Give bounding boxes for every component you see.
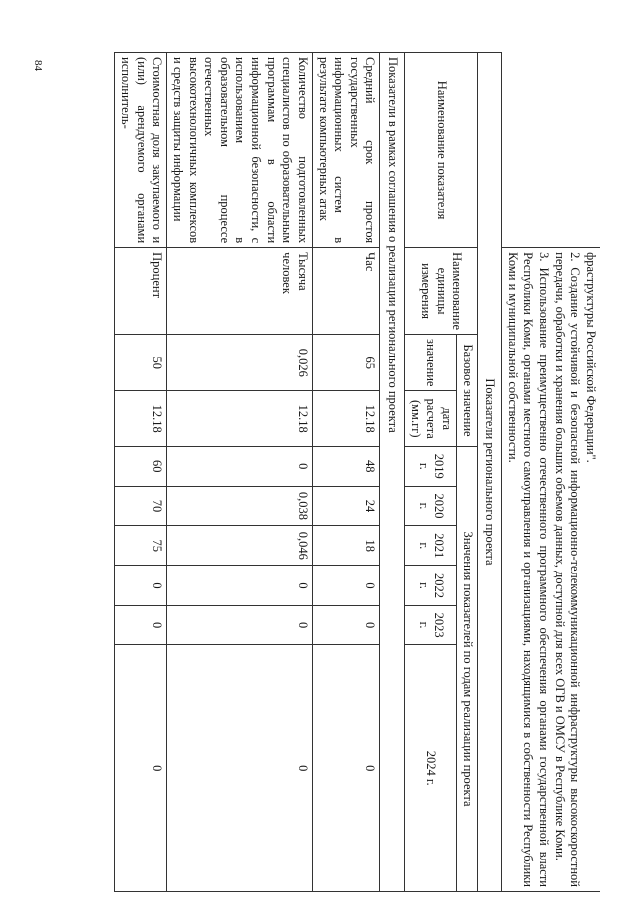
table-row [167, 53, 313, 892]
header-2023: 2023 г. [405, 605, 457, 645]
row-base-date: 12.18 [313, 391, 381, 447]
row-2019: 60 [115, 447, 167, 487]
row-2021: 75 [115, 526, 167, 566]
row-base-value: 50 [115, 335, 167, 391]
rotated-page-content [70, 52, 600, 892]
row-name: Количество подготовленных специалистов по образовательным программам в области информационной безопасности, с использованием в образовательном процессе отечественных высокотехнологичных комплексов и средств защиты информации [167, 53, 313, 248]
intro-line-3: 3. Использование преимущественно отечественного программного обеспечения органами государственной власти Республики Коми, органами местного самоуправления и организациями, находящимися в собственности Республики Коми и муниципальной собственности. [505, 252, 552, 887]
table-row [313, 53, 381, 892]
header-base-date: дата расчета (мм.гг) [405, 391, 457, 447]
header-base-value: значение [405, 335, 457, 391]
page-number: 84 [32, 60, 44, 71]
row-base-date: 12.18 [167, 391, 313, 447]
row-name: Стоимостная доля закупаемого и (или) арендуемого органами исполнитель- [115, 53, 167, 248]
section-title: Показатели регионального проекта [477, 53, 502, 892]
row-base-value: 0,026 [167, 335, 313, 391]
row-2023: 0 [167, 605, 313, 645]
header-row-1 [457, 53, 478, 892]
header-2024: 2024 г. [405, 645, 457, 892]
intro-text [502, 248, 600, 892]
row-unit: Час [313, 248, 381, 335]
row-name: Средний срок простоя государственных информационных систем в результате компьютерных атак [313, 53, 381, 248]
row-2022: 0 [313, 566, 381, 606]
intro-row [502, 53, 600, 892]
intro-line-1: фраструктуры Российской Федерации". [584, 252, 598, 463]
row-base-date: 12.18 [115, 391, 167, 447]
table-row [115, 53, 167, 892]
intro-line-2: 2. Создание устойчивой и безопасной информационно-телекоммуникационной инфраструктуры высокоскоростной передачи, обработки и хранения больших объемов данных, доступной для всех ОГВ и ОМСУ в Республике Коми. [552, 252, 583, 887]
header-name: Наименование показателя [405, 53, 478, 248]
row-unit: Тысяча человек [167, 248, 313, 335]
row-2022: 0 [115, 566, 167, 606]
row-2024: 0 [167, 645, 313, 892]
header-base: Базовое значение [457, 335, 478, 447]
header-years-group: Значения показателей по годам реализации проекта [457, 447, 478, 892]
row-2019: 48 [313, 447, 381, 487]
row-2020: 24 [313, 486, 381, 526]
row-2024: 0 [313, 645, 381, 892]
row-2020: 70 [115, 486, 167, 526]
row-base-value: 65 [313, 335, 381, 391]
row-2019: 0 [167, 447, 313, 487]
row-unit: Процент [115, 248, 167, 335]
row-2024: 0 [115, 645, 167, 892]
row-2020: 0,038 [167, 486, 313, 526]
indicators-table [115, 52, 601, 892]
row-2021: 18 [313, 526, 381, 566]
header-2020: 2020 г. [405, 486, 457, 526]
section-title-row [477, 53, 502, 892]
row-2022: 0 [167, 566, 313, 606]
subsection-title: Показатели в рамках соглашения о реализации регионального проекта [380, 53, 405, 892]
row-2021: 0,046 [167, 526, 313, 566]
subsection-row [380, 53, 405, 892]
header-2019: 2019 г. [405, 447, 457, 487]
header-2022: 2022 г. [405, 566, 457, 606]
header-unit: Наименование единицы измерения [405, 248, 478, 335]
header-2021: 2021 г. [405, 526, 457, 566]
row-2023: 0 [115, 605, 167, 645]
row-2023: 0 [313, 605, 381, 645]
